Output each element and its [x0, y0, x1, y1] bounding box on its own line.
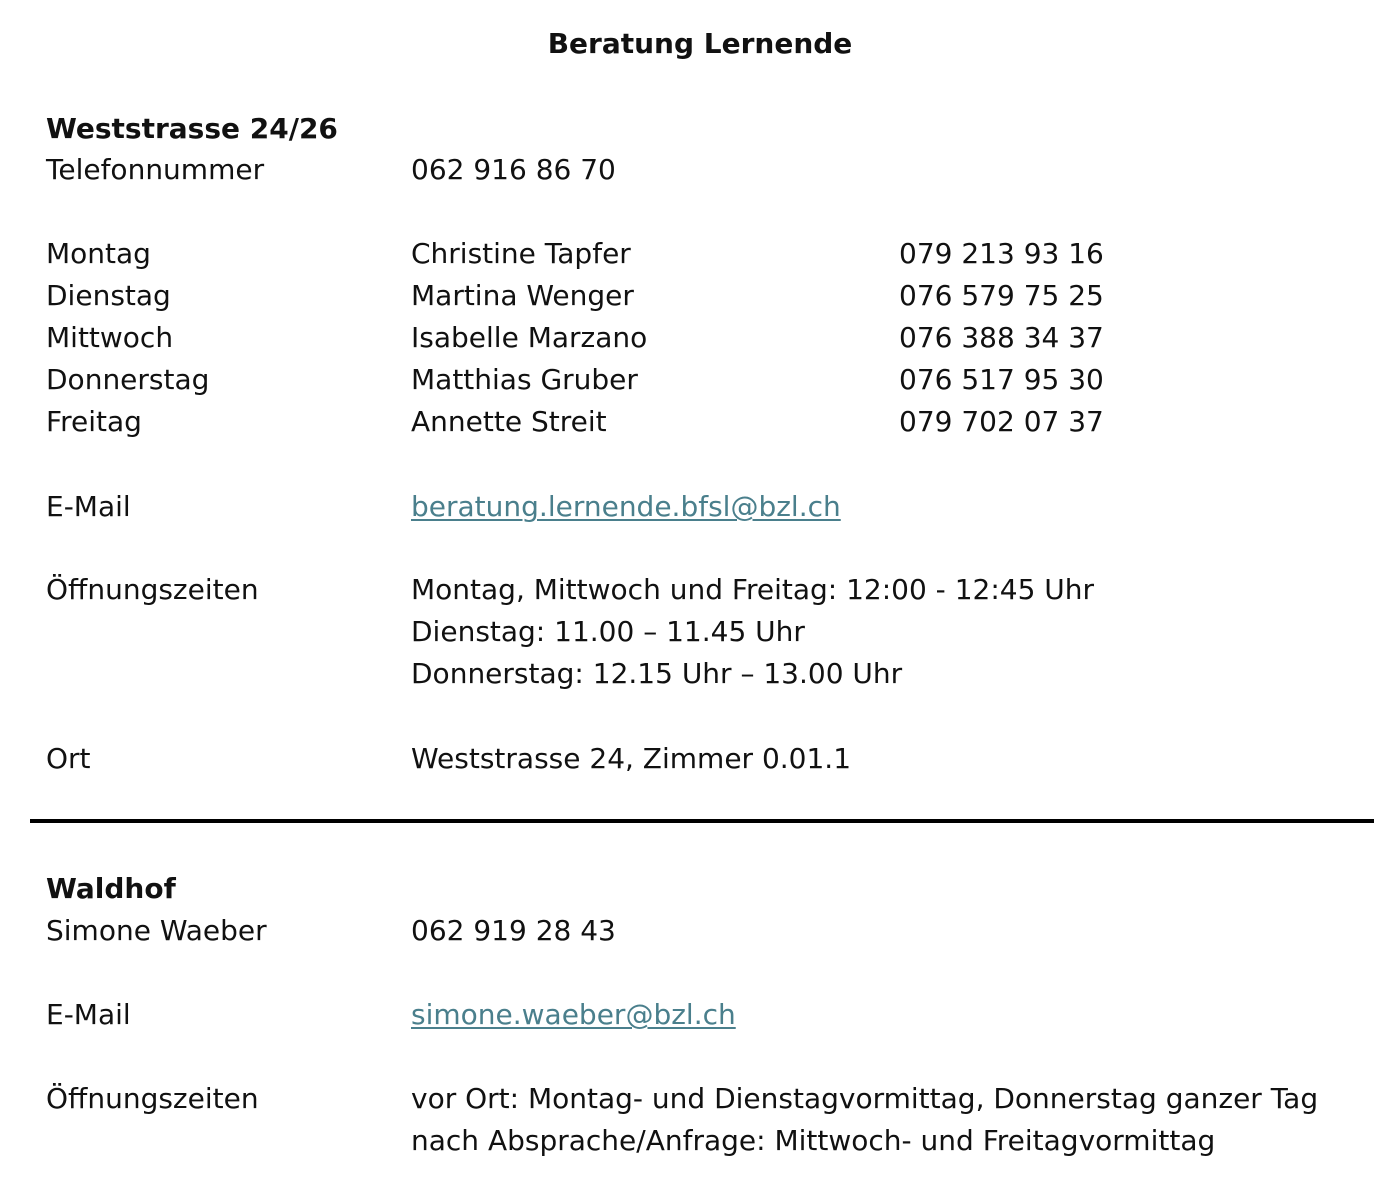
hours-line: Montag, Mittwoch und Freitag: 12:00 - 12:45 Uhr	[411, 573, 1095, 606]
email-link[interactable]: beratung.lernende.bfsl@bzl.ch	[411, 490, 841, 523]
section-divider	[30, 819, 1374, 823]
schedule-day: Dienstag	[46, 279, 171, 312]
email-label: E-Mail	[46, 998, 131, 1031]
schedule-name: Annette Streit	[411, 405, 607, 438]
contact-phone: 062 919 28 43	[411, 914, 616, 947]
phone-value: 062 916 86 70	[411, 153, 616, 186]
schedule-phone: 079 702 07 37	[899, 405, 1104, 438]
location-label: Ort	[46, 742, 91, 775]
page-title: Beratung Lernende	[547, 27, 853, 60]
schedule-phone: 076 579 75 25	[899, 279, 1104, 312]
schedule-name: Isabelle Marzano	[411, 321, 648, 354]
schedule-name: Matthias Gruber	[411, 363, 638, 396]
location-value: Weststrasse 24, Zimmer 0.01.1	[411, 742, 852, 775]
schedule-phone: 079 213 93 16	[899, 237, 1104, 270]
email-label: E-Mail	[46, 490, 131, 523]
section-heading-waldhof: Waldhof	[46, 872, 176, 905]
hours-line: Donnerstag: 12.15 Uhr – 13.00 Uhr	[411, 657, 903, 690]
phone-label: Telefonnummer	[46, 153, 265, 186]
schedule-name: Christine Tapfer	[411, 237, 631, 270]
hours-line: vor Ort: Montag- und Dienstagvormittag, Donnerstag ganzer Tag	[411, 1082, 1319, 1115]
schedule-day: Mittwoch	[46, 321, 174, 354]
contact-name: Simone Waeber	[46, 914, 267, 947]
section-heading-weststrasse: Weststrasse 24/26	[46, 112, 338, 145]
hours-label: Öffnungszeiten	[46, 1082, 259, 1115]
schedule-name: Martina Wenger	[411, 279, 634, 312]
schedule-day: Montag	[46, 237, 151, 270]
schedule-phone: 076 517 95 30	[899, 363, 1104, 396]
schedule-day: Donnerstag	[46, 363, 210, 396]
email-link[interactable]: simone.waeber@bzl.ch	[411, 998, 736, 1031]
hours-line: nach Absprache/Anfrage: Mittwoch- und Freitagvormittag	[411, 1124, 1216, 1157]
schedule-day: Freitag	[46, 405, 142, 438]
hours-label: Öffnungszeiten	[46, 573, 259, 606]
schedule-phone: 076 388 34 37	[899, 321, 1104, 354]
hours-line: Dienstag: 11.00 – 11.45 Uhr	[411, 615, 805, 648]
